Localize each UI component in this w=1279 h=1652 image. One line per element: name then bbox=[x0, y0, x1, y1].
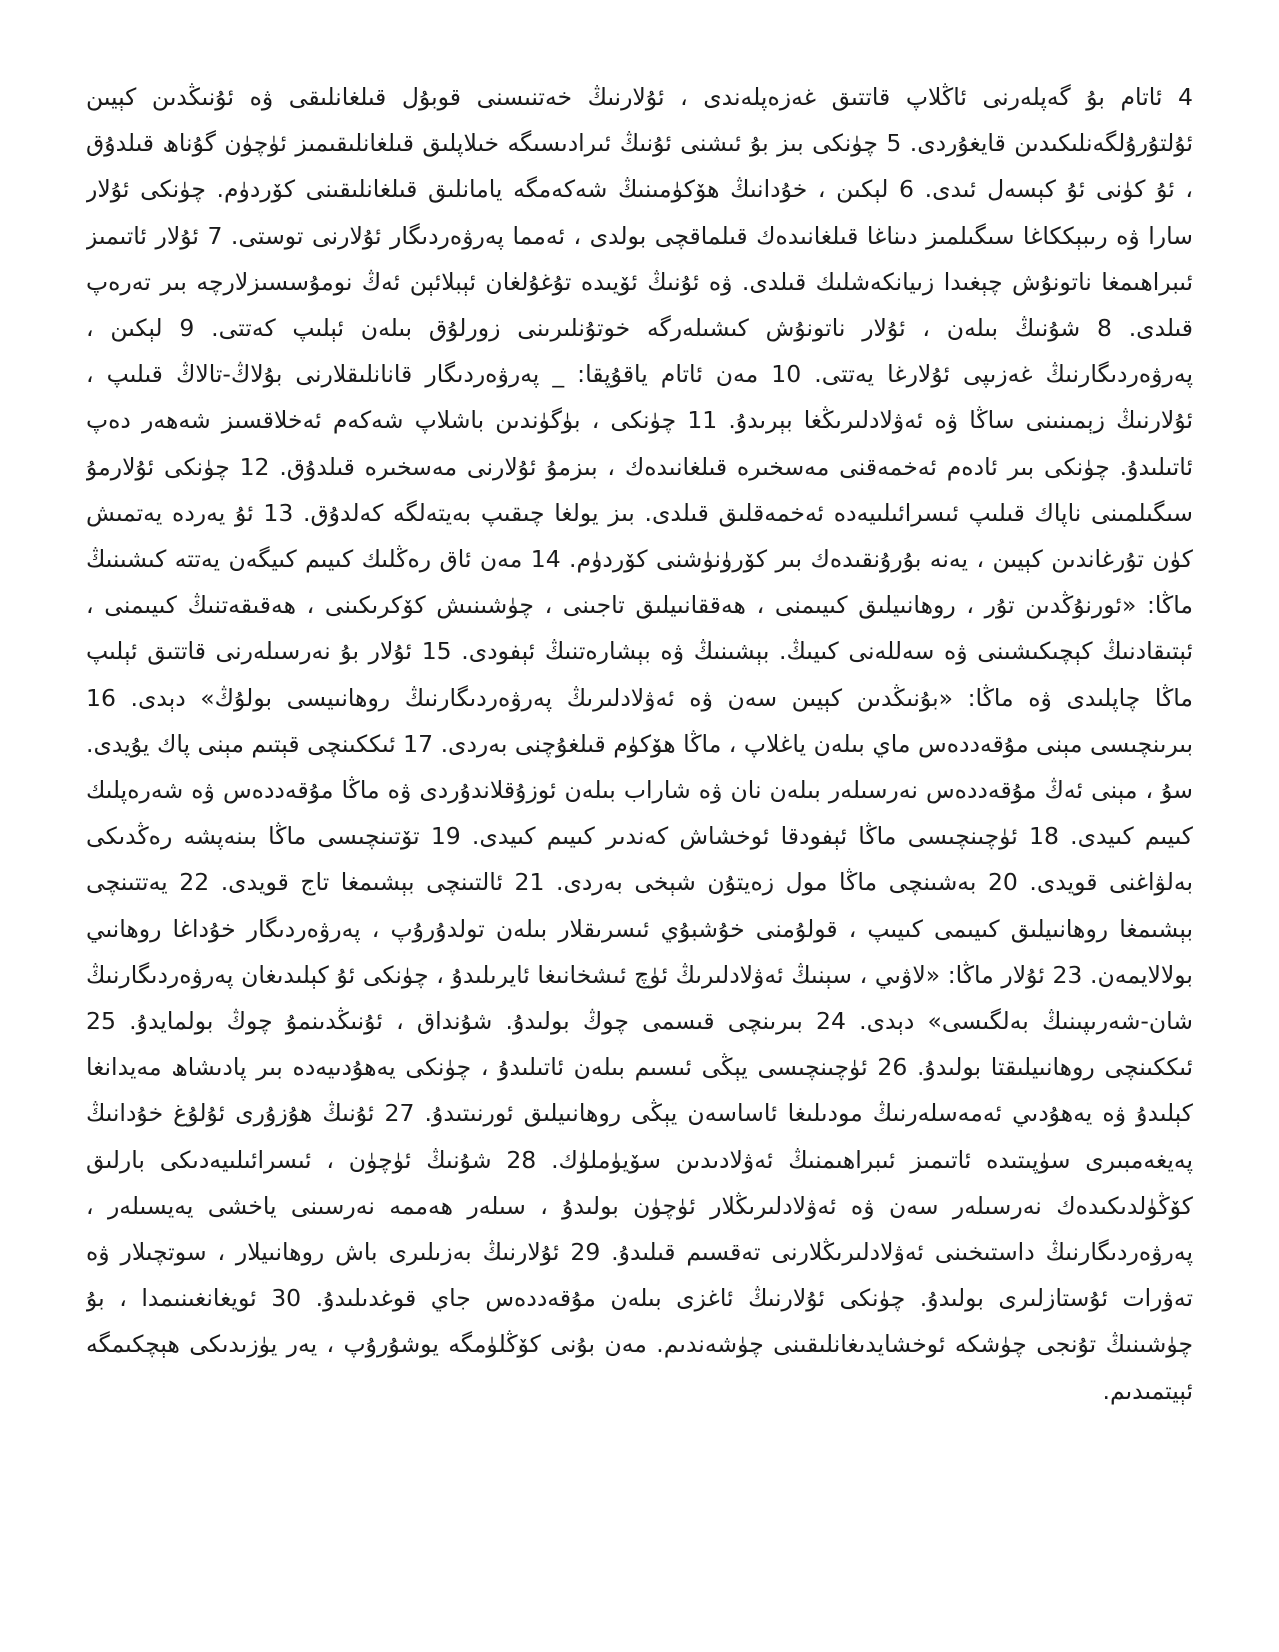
body-paragraph: 4 ئاتام بۇ گەپلەرنى ئاڭلاپ قاتتىق غەزەپلەندى ، ئۇلارنىڭ خەتنىسنى قوبۇل قىلغانلىقى ۋە ئۇنىڭدىن كېيىن ئۇلتۇرۇلگەنلىكىدىن قايغۇردى. 5 چۈنكى بىز بۇ ئىشنى ئۇنىڭ ئىرادىسىگە خىلاپلىق قىلغانلىقىمىز ئۈچۈن گۇناھ قىلدۇق ، ئۇ كۈنى ئۇ كېسەل ئىدى. 6 لېكىن ، خۇدانىڭ ھۆكۈمىنىڭ شەكەمگە يامانلىق قىلغانلىقىنى كۆردۈم. چۈنكى ئۇلار سارا ۋە رىبېككاغا سىگىلمىز دىناغا قىلغانىدەك قىلماقچى بولدى ، ئەمما پەرۋەردىگار ئۇلارنى توستى. 7 ئۇلار ئاتىمىز ئىبراھىمغا ناتونۇش چېغىدا زىيانكەشلىك قىلدى. ۋە ئۇنىڭ ئۆيىدە تۇغۇلغان ئېبلائېن ئەڭ نومۇسسىزلارچە بىر تەرەپ قىلدى. 8 شۇنىڭ بىلەن ، ئۇلار ناتونۇش كىشىلەرگە خوتۇنلىرىنى زورلۇق بىلەن ئېلىپ كەتتى. 9 لېكىن ، پەرۋەردىگارنىڭ غەزىپى ئۇلارغا يەتتى. 10 مەن ئاتام ياقۇپقا: _ پەرۋەردىگار قانانلىقلارنى بۇلاڭ-تالاڭ قىلىپ ، ئۇلارنىڭ زېمىنىنى ساڭا ۋە ئەۋلادلىرىڭغا بېرىدۇ. 11 چۈنكى ، بۈگۈندىن باشلاپ شەكەم ئەخلاقسىز شەھەر دەپ ئاتىلىدۇ. چۈنكى بىر ئادەم ئەخمەقنى مەسخىرە قىلغانىدەك ، بىزمۇ ئۇلارنى مەسخىرە قىلدۇق. 12 چۈنكى ئۇلارمۇ سىگىلمىنى ناپاك قىلىپ ئىسرائىلىيەدە ئەخمەقلىق قىلدى. بىز يولغا چىقىپ بەيتەلگە كەلدۇق. 13 ئۇ يەردە يەتمىش كۈن تۇرغاندىن كېيىن ، يەنە بۇرۇنقىدەك بىر كۆرۈنۈشنى كۆردۈم. 14 مەن ئاق رەڭلىك كىيىم كىيگەن يەتتە كىشىنىڭ ماڭا: «ئورنۇڭدىن تۇر ، روھانىيلىق كىيىمنى ، ھەققانىيلىق تاجىنى ، چۈشىنىش كۆكرىكىنى ، ھەقىقەتنىڭ كىيىمنى ، ئېتىقادنىڭ كېچىكىشىنى ۋە سەللەنى كىيىڭ. بېشىنىڭ ۋە بېشارەتنىڭ ئېفودى. 15 ئۇلار بۇ نەرسىلەرنى قاتتىق ئېلىپ ماڭا چاپلىدى ۋە ماڭا: «بۇنىڭدىن كېيىن سەن ۋە ئەۋلادلىرىڭ پەرۋەردىگارنىڭ روھانىيسى بولۇڭ» دېدى. 16 بىرىنچىسى مېنى مۇقەددەس ماي بىلەن ياغلاپ ، ماڭا ھۆكۈم قىلغۇچنى بەردى. 17 ئىككىنچى قېتىم مېنى پاك يۇيدى. سۇ ، مېنى ئەڭ مۇقەددەس نەرسىلەر بىلەن نان ۋە شاراب بىلەن ئوزۇقلاندۇردى ۋە ماڭا مۇقەددەس ۋە شەرەپلىك كىيىم كىيدى. 18 ئۈچىنچىسى ماڭا ئېفودقا ئوخشاش كەندىر كىيىم كىيدى. 19 تۆتىنچىسى ماڭا بىنەپشە رەڭدىكى بەلۋاغنى قويدى. 20 بەشىنچى ماڭا مول زەيتۇن شېخى بەردى. 21 ئالتىنچى بېشىمغا تاج قويدى. 22 يەتتىنچى بېشىمغا روھانىيلىق كىيىمى كىيىپ ، قولۇمنى خۇشبۇي ئىسرىقلار بىلەن تولدۇرۇپ ، پەرۋەردىگار خۇداغا روھانىي بولالايمەن. 23 ئۇلار ماڭا: «لاۋىي ، سېنىڭ ئەۋلادلىرىڭ ئۈچ ئىشخانىغا ئايرىلىدۇ ، چۈنكى ئۇ كېلىدىغان پەرۋەردىگارنىڭ شان-شەرىپىنىڭ بەلگىسى» دېدى. 24 بىرىنچى قىسمى چوڭ بولىدۇ. شۇنداق ، ئۇنىڭدىنمۇ چوڭ بولمايدۇ. 25 ئىككىنچى روھانىيلىقتا بولىدۇ. 26 ئۈچىنچىسى يېڭى ئىسىم بىلەن ئاتىلىدۇ ، چۈنكى يەھۇدىيەدە بىر پادىشاھ مەيدانغا كېلىدۇ ۋە يەھۇدىي ئەمەسلەرنىڭ مودىلىغا ئاساسەن يېڭى روھانىيلىق ئورنىتىدۇ. 27 ئۇنىڭ ھۇزۇرى ئۇلۇغ خۇدانىڭ پەيغەمبىرى سۈپىتىدە ئاتىمىز ئىبراھىمنىڭ ئەۋلادىدىن سۆيۈملۈك. 28 شۇنىڭ ئۈچۈن ، ئىسرائىلىيەدىكى بارلىق كۆڭۈلدىكىدەك نەرسىلەر سەن ۋە ئەۋلادلىرىڭلار ئۈچۈن بولىدۇ ، سىلەر ھەممە نەرسىنى ياخشى يەيسىلەر ، پەرۋەردىگارنىڭ داستىخىنى ئەۋلادلىرىڭلارنى تەقسىم قىلىدۇ. 29 ئۇلارنىڭ بەزىلىرى باش روھانىيلار ، سوتچىلار ۋە تەۋرات ئۇستازلىرى بولىدۇ. چۈنكى ئۇلارنىڭ ئاغزى بىلەن مۇقەددەس جاي قوغدىلىدۇ. 30 ئويغانغىنىمدا ، بۇ چۈشىنىڭ تۇنجى چۈشكە ئوخشايدىغانلىقىنى چۈشەندىم. مەن بۇنى كۆڭلۈمگە يوشۇرۇپ ، يەر يۈزىدىكى ھېچكىمگە ئېيتمىدىم. bbox=[86, 83, 1193, 1405]
document-page bbox=[86, 74, 1193, 1612]
